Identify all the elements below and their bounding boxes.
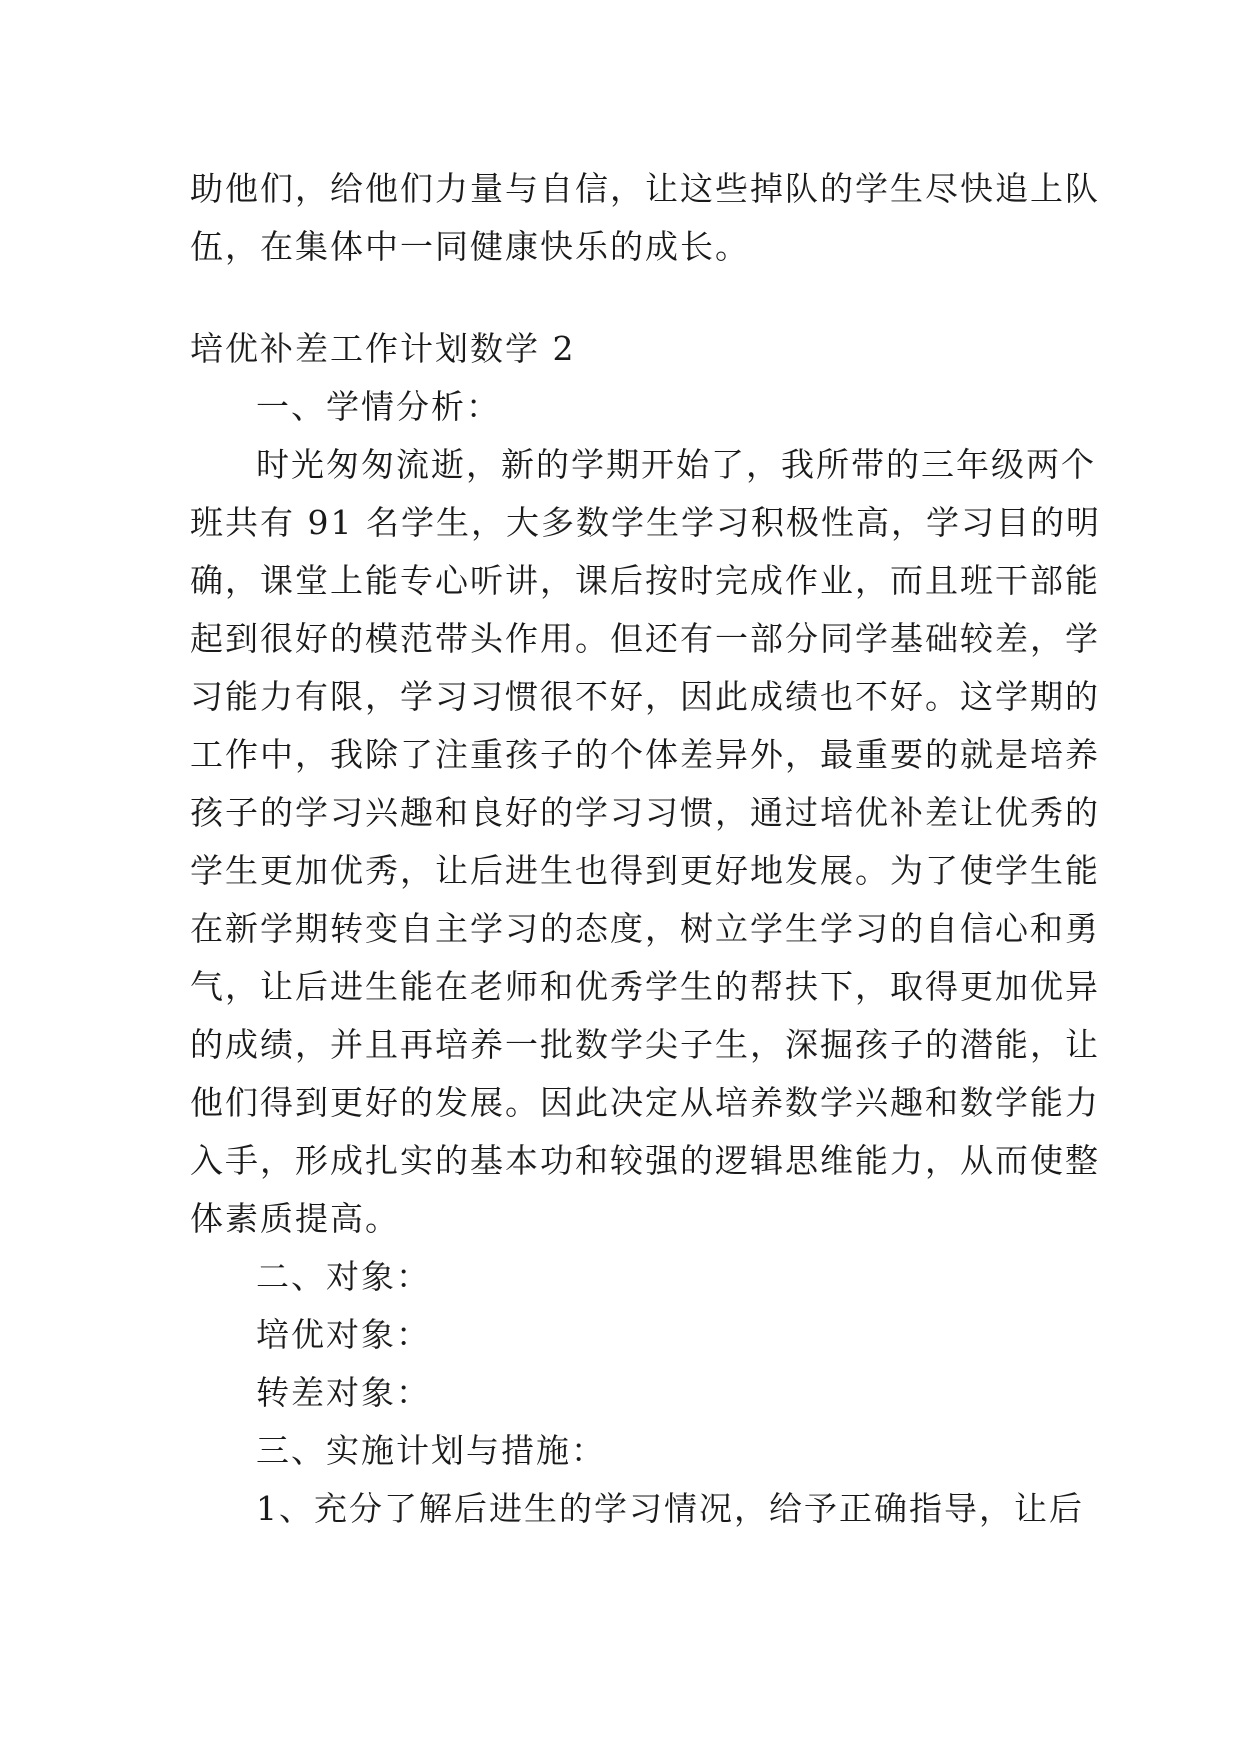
spacer: [190, 276, 1050, 320]
paragraph-line: 时光匆匆流逝，新的学期开始了，我所带的三年级两个: [256, 445, 1096, 484]
paragraph-line: 习能力有限，学习习惯很不好，因此成绩也不好。这学期的: [190, 677, 1100, 716]
paragraph-line: 助他们，给他们力量与自信，让这些掉队的学生尽快追上队: [190, 169, 1100, 208]
paragraph-line: 入手，形成扎实的基本功和较强的逻辑思维能力，从而使整: [190, 1141, 1100, 1180]
paragraph-line: 气，让后进生能在老师和优秀学生的帮扶下，取得更加优异: [190, 967, 1100, 1006]
paragraph-line: 体素质提高。: [190, 1199, 400, 1238]
list-item: 培优对象：: [256, 1315, 431, 1354]
list-item: 1、充分了解后进生的学习情况，给予正确指导，让后: [256, 1489, 1084, 1528]
paragraph-line: 工作中，我除了注重孩子的个体差异外，最重要的就是培养: [190, 735, 1100, 774]
section-heading: 三、实施计划与措施：: [256, 1431, 606, 1470]
paragraph-line: 起到很好的模范带头作用。但还有一部分同学基础较差，学: [190, 619, 1100, 658]
paragraph-line: 学生更加优秀，让后进生也得到更好地发展。为了使学生能: [190, 851, 1100, 890]
list-item: 转差对象：: [256, 1373, 431, 1412]
paragraph-line: 伍，在集体中一同健康快乐的成长。: [190, 227, 750, 266]
section-heading: 二、对象：: [256, 1257, 431, 1296]
paragraph-line: 孩子的学习兴趣和良好的学习习惯，通过培优补差让优秀的: [190, 793, 1100, 832]
document-page: [190, 160, 1101, 1538]
paragraph-line: 的成绩，并且再培养一批数学尖子生，深掘孩子的潜能，让: [190, 1025, 1100, 1064]
paragraph-line: 班共有 91 名学生，大多数学生学习积极性高，学习目的明: [190, 503, 1101, 542]
document-title: 培优补差工作计划数学 2: [190, 329, 576, 368]
paragraph-line: 在新学期转变自主学习的态度，树立学生学习的自信心和勇: [190, 909, 1100, 948]
paragraph-line: 确，课堂上能专心听讲，课后按时完成作业，而且班干部能: [190, 561, 1100, 600]
section-heading: 一、学情分析：: [256, 387, 501, 426]
paragraph-line: 他们得到更好的发展。因此决定从培养数学兴趣和数学能力: [190, 1083, 1100, 1122]
